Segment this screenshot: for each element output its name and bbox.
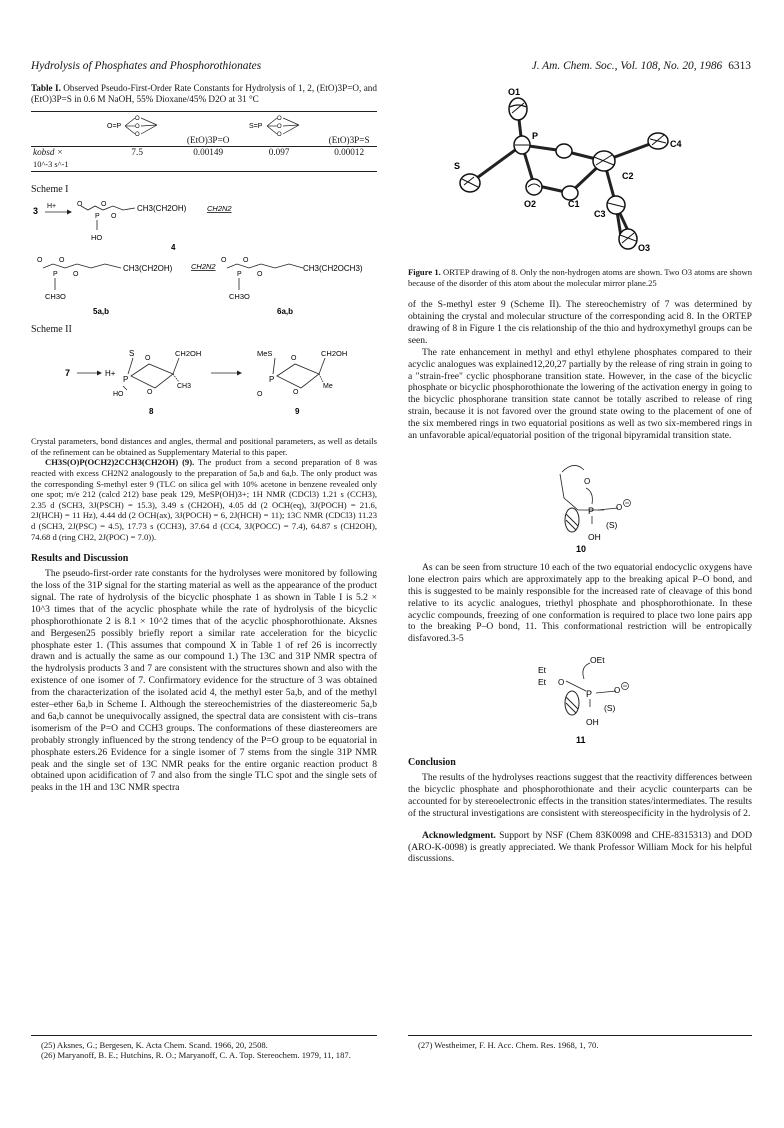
svg-text:O: O	[37, 257, 43, 265]
scheme1-chain-1: CH3(CH2OH)	[137, 204, 187, 214]
svg-text:O: O	[277, 115, 282, 122]
reference-26: (26) Maryanoff, B. E.; Hutchins, R. O.; Maryanoff, C. A. Top. Stereochem. 1979, 11, 187.	[41, 1050, 351, 1061]
table-cell: 0.00012	[321, 147, 377, 172]
references-right	[408, 1035, 752, 1050]
svg-text:O: O	[135, 123, 140, 130]
svg-text:P: P	[123, 375, 129, 385]
compound-9-title: CH3S(O)P(OCH2)2CCH3(CH2OH) (9).	[45, 457, 195, 468]
s11-et2: Et	[538, 677, 547, 688]
atom-label-c4: C4	[670, 139, 682, 149]
svg-text:P: P	[53, 271, 58, 279]
s11-oet: OEt	[590, 655, 605, 666]
conclusion-paragraph: The results of the hydrolyses reactions suggest that the reactivity differences between the bicyclic phosphate and phosphorothionate and their acyclic counterparts can be accounted for by stereoelectronic effects in the transition states/intermediates. The results of the structural investigations are consistent with stereospecificity in the hydrolysis of 2.	[408, 772, 752, 819]
scheme1-drawing	[31, 196, 377, 320]
atom-label-c3: C3	[594, 209, 606, 219]
svg-text:O: O	[77, 201, 83, 209]
svg-text:O: O	[111, 213, 117, 221]
svg-text:P: P	[269, 375, 275, 385]
s11-oh: OH	[586, 717, 599, 728]
scheme2-mes: MeS	[257, 349, 273, 359]
acknowledgment-text: Support by NSF (Chem 83K0098 and CHE-8315313) and DOD (ARO-K-0098) is greatly appreciated. We thank Professor William Mock for his helpful discussions.	[408, 829, 753, 865]
svg-text:P: P	[586, 689, 593, 700]
journal-name: J. Am. Chem. Soc., Vol. 108, No. 20, 1986	[531, 60, 723, 72]
rate-table	[31, 111, 377, 172]
reference-27: (27) Westheimer, F. H. Acc. Chem. Res. 1968, 1, 70.	[418, 1040, 599, 1050]
left-column	[31, 83, 377, 794]
svg-text:O: O	[135, 131, 140, 138]
svg-text:O: O	[59, 257, 65, 265]
scheme1-compound-3: 3	[33, 206, 39, 217]
table-col-3	[237, 112, 321, 147]
s10-num: 10	[576, 543, 587, 552]
table-cell: 0.00149	[179, 147, 237, 172]
svg-text:O=P: O=P	[107, 122, 122, 130]
right-column	[408, 83, 752, 865]
svg-text:P: P	[95, 213, 100, 221]
s11-s: (S)	[604, 703, 616, 714]
bicyclic-thionate-structure	[247, 113, 311, 143]
table-label: Table I.	[31, 83, 61, 93]
table-header-row	[31, 112, 377, 147]
results-paragraph: The pseudo-first-order rate constants for the hydrolyses were monitored by following the loss of the 31P signal for the starting material as well as the appearance of the product signal. The rate of hydrolysis of the bicyclic phosphate 1 as shown in Table I is 5.2 × 10^3 times that of the acyclic phosphate while the rate of hydrolysis of the bicyclic phosphorothionate 2 is 8.1 × 10^2 times that of the acyclic phosphorothionate. Aksnes and Bergesen25 possibly briefly report a similar rate acceleration for the bicyclic phosphate ester 1. (This assumes that compound X in Table 1 of ref 26 is incorrectly drawn and is actually the same as our compound 1.) The 13C and 31P NMR spectra of the hydrolysis products 3 and 7 are consistent with the structures shown and also with the existence of one isomer of 7. Confirmatory evidence for the structure of 3 was obtained from the characterization of the isolated acid 4, the methyl ester 5a,b, and of the methyl ester–ether 6a,b in Scheme I. Although the stereochemistries of the diastereomeric 5a,b and 6a,b cannot be unequivocally assigned, the spectral data are consistent with cis–trans isomerism of the P=O and CCH3 groups. The conformations of these diastereomers are probably strongly influenced by the strong tendency of the P=O group to be equatorial in phosphate esters.26 Evidence for a single isomer of 7 stems from the single 31P NMR peak and the single set of 13C NMR peaks for the entire organic reaction product 8 obtained upon acidification of 7 and also from the single TLC spot and the single sets of peaks in the 1H and 13C NMR spectra	[31, 568, 377, 794]
scheme1-ch3o-a: CH3O	[45, 292, 66, 302]
svg-text:O: O	[101, 201, 107, 209]
svg-text:O: O	[73, 271, 79, 279]
svg-text:P: P	[588, 505, 595, 516]
scheme2-reagent: H+	[105, 369, 116, 379]
results-heading: Results and Discussion	[31, 553, 129, 565]
figure-caption-text: ORTEP drawing of 8. Only the non-hydrogen atoms are shown. Two O3 atoms are shown because of the disorder of this atom about the molecular mirror plane.25	[408, 266, 752, 288]
svg-text:S: S	[129, 349, 135, 359]
table-caption: Observed Pseudo-First-Order Rate Constants for Hydrolysis of 1, 2, (EtO)3P=O, and (EtO)3P=S in 0.6 M NaOH, 55% Dioxane/45% D2O at 31 °C	[31, 83, 377, 105]
running-header	[31, 60, 751, 76]
scheme2-ch2oh-b: CH2OH	[321, 349, 348, 359]
svg-text:O: O	[147, 389, 153, 397]
reference-25: (25) Aksnes, G.; Bergesen, K. Acta Chem. Scand. 1966, 20, 2508.	[41, 1040, 268, 1050]
table-row	[31, 147, 377, 172]
table-title	[31, 83, 377, 105]
scheme1-ho: HO	[91, 233, 103, 243]
s11-o: O	[558, 678, 565, 688]
svg-text:O: O	[145, 355, 151, 363]
scheme2-compound-7: 7	[65, 368, 71, 379]
scheme1-reagent-3: CH2N2	[191, 262, 216, 272]
s10-oh: OH	[588, 531, 601, 542]
svg-text:O: O	[293, 389, 299, 397]
journal-citation	[532, 60, 751, 72]
scheme1-num-6: 6a,b	[277, 307, 294, 317]
page-number: 6313	[728, 60, 751, 72]
compound-9-paragraph	[31, 457, 377, 542]
crystal-paragraph: Crystal parameters, bond distances and angles, thermal and positional parameters, as well as details of the refinement can be obtained as Supplementary Material to this paper.	[31, 436, 377, 457]
atom-label-p: P	[532, 131, 539, 141]
figure-caption	[408, 267, 752, 288]
acknowledgment-paragraph	[408, 830, 752, 866]
scheme2-drawing	[31, 336, 377, 420]
svg-text:O: O	[616, 502, 623, 512]
table-col-2: (EtO)3P=O	[179, 112, 237, 147]
svg-text:O: O	[221, 257, 227, 265]
scheme1-label: Scheme I	[31, 184, 69, 196]
atom-label-c2: C2	[622, 171, 634, 181]
scheme2-me: Me	[323, 383, 333, 391]
atom-label-c1: C1	[568, 199, 580, 209]
scheme1-chain-a: CH3(CH2OH)	[123, 264, 173, 274]
svg-text:O: O	[243, 257, 249, 265]
scheme2-num-8: 8	[149, 407, 154, 417]
references-left	[31, 1035, 377, 1061]
right-paragraph-3: As can be seen from structure 10 each of the two equatorial endocyclic oxygens have lone electron pairs which are approximately app to the breaking apical P–O bond, and this is suggested to be mainly responsible for the increased rate of cleavage of this bond relative to its acyclic analogues, triethyl phosphate and phosphorothionate. In these acyclic compounds, freezing of one conformation is required to place two lone pairs app to the breaking P–O bond, 11. This conformational restriction will be entropically disfavored.3-5	[408, 561, 752, 645]
row-label	[31, 147, 95, 172]
svg-text:S=P: S=P	[249, 122, 263, 130]
right-paragraph-1: of the S-methyl ester 9 (Scheme II). The stereochemistry of 7 was determined by obtaining the crystal and molecular structure of the corresponding acid 8. In the ORTEP drawing of 8 in Figure 1 the cis relationship of the thio and hydroxymethyl groups can be seen.	[408, 299, 752, 346]
conclusion-heading: Conclusion	[408, 757, 456, 769]
scheme2-num-9: 9	[295, 407, 300, 417]
svg-text:O: O	[135, 115, 140, 122]
svg-text:O: O	[277, 131, 282, 138]
running-title: Hydrolysis of Phosphates and Phosphorothionates	[31, 60, 262, 72]
figure-label: Figure 1.	[408, 266, 441, 277]
svg-text:HO: HO	[113, 391, 124, 399]
scheme1-num-5: 5a,b	[93, 307, 110, 317]
row-label-unit: 10^-3 s^-1	[33, 160, 69, 170]
scheme1-reagent-2: CH2N2	[207, 204, 232, 214]
svg-text:O: O	[257, 391, 263, 399]
scheme1-reagent-h: H+	[47, 203, 57, 211]
svg-text:O: O	[257, 271, 263, 279]
scheme1-ch3o-b: CH3O	[229, 292, 250, 302]
table-col-1	[95, 112, 179, 147]
compound-9-text: The product from a second preparation of 8 was reacted with excess CH2N2 analogously to the preparation of 5a,b and 6a,b. The only product was the corresponding S-methyl ester 9 (TLC on silica gel with 10% acetone in benzene revealed only one spot; m/e 212 (calcd 212) base peak 129, MeSP(OH)3+; 1H NMR (CDCl3) 1.21 s (CCH3), 2.35 d (SCH3, 3J(PSCH) = 15.3), 3.49 s (CH2OH), 4.05 dd (2 OCH(eq), 3J(POCH) = 21.6, 2J(HCH) = 11 Hz), 4.44 dd (2 OCH(ax), 3J(POCH) = 6, 2J(HCH) = 11); 13C NMR (CDCl3) 11.23 d (SCH3, 2J(PSC) = 4.5), 17.73 s (CCH3), 37.64 d (CC4, 3J(POCC) = 7.4), 64.87 s (CH2OH), 74.68 d (ring CH2, 2J(POC) = 7.0)).	[31, 457, 377, 542]
table-cell: 0.097	[237, 147, 321, 172]
scheme1-chain-b: CH3(CH2OCH3)	[303, 264, 363, 274]
scheme2-label: Scheme II	[31, 324, 72, 336]
atom-label-o1: O1	[508, 87, 521, 97]
scheme2-ch2oh-a: CH2OH	[175, 349, 202, 359]
scheme2-ch3: CH3	[177, 383, 192, 391]
structure-10	[408, 450, 752, 552]
ortep-figure	[408, 83, 752, 259]
table-corner	[31, 112, 95, 147]
s10-s: (S)	[606, 519, 618, 530]
structure-11	[408, 651, 752, 749]
s11-et1: Et	[538, 665, 547, 676]
atom-label-o2: O2	[524, 199, 537, 209]
svg-text:O: O	[277, 123, 282, 130]
svg-text:O: O	[614, 686, 621, 696]
bicyclic-phosphate-structure	[105, 113, 169, 143]
s11-num: 11	[576, 735, 586, 746]
row-label-main: kobsd ×	[33, 147, 63, 158]
s10-o: O	[584, 476, 591, 486]
atom-label-o3: O3	[638, 243, 651, 253]
acknowledgment-heading: Acknowledgment.	[422, 829, 496, 841]
table-col-4: (EtO)3P=S	[321, 112, 377, 147]
atom-label-s: S	[454, 161, 461, 171]
table-cell: 7.5	[95, 147, 179, 172]
scheme1-num-4: 4	[171, 243, 176, 253]
right-paragraph-2: The rate enhancement in methyl and ethyl ethylene phosphates compared to their acyclic analogues was explained12,20,27 partially by the release of ring strain in going to a "strain-free" cyclic phosphorane transition state. However, in the case of the bicyclic phosphate or bicyclic phosphorothionate the lowering of the activation energy in going to the bicyclic phosphorane transition state cannot be totally ascribed to release of ring strain, because it is not favored over the ground state owing to the placement of one of the six membered rings in two equatorial positions as well as two six-membered rings in an unfavorable apical/equatorial position of the trigonal bipyramidal transition state.	[408, 346, 752, 442]
svg-text:O: O	[291, 355, 297, 363]
svg-text:P: P	[237, 271, 242, 279]
